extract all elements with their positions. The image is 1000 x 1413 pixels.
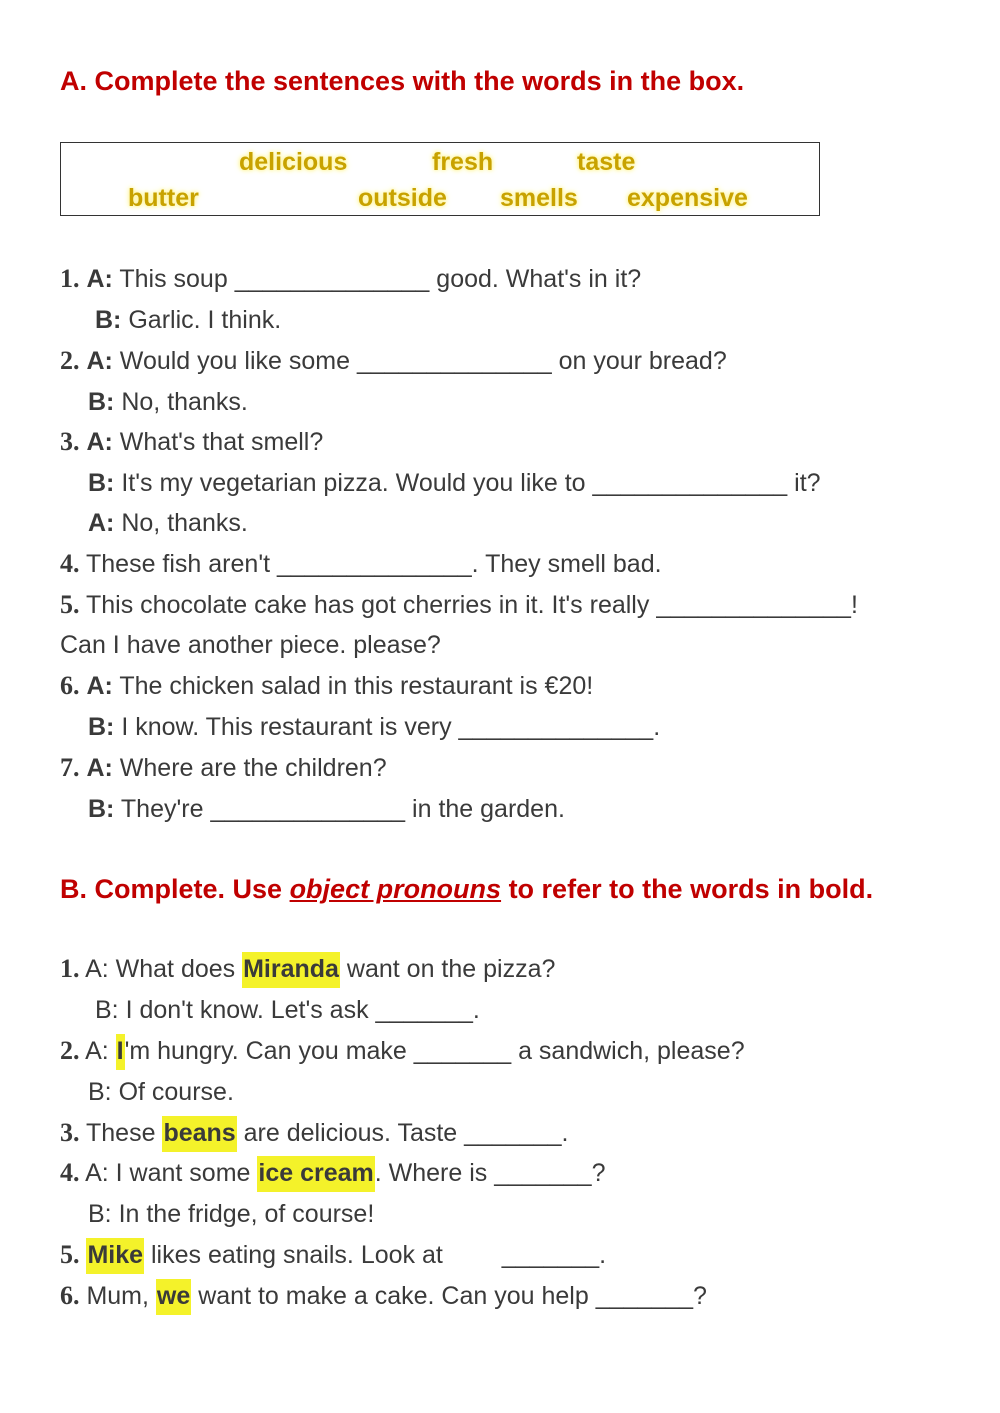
answer-blank[interactable]: ______________ — [458, 713, 654, 741]
section-a-title: A. Complete the sentences with the words in the box. — [60, 66, 745, 96]
question-b2-a: 2. A: I'm hungry. Can you make _______ a sandwich, please? — [60, 1036, 745, 1066]
question-a6-b: B: I know. This restaurant is very ______________. — [88, 713, 661, 741]
word-fresh: fresh — [432, 148, 494, 176]
word-butter: butter — [128, 184, 199, 212]
word-box — [60, 142, 820, 216]
question-b2-b: B: Of course. — [88, 1078, 234, 1106]
question-a6-a: 6. A: The chicken salad in this restaurant is €20! — [60, 671, 594, 700]
answer-blank[interactable]: ______________ — [210, 795, 406, 823]
question-a2-a: 2. A: Would you like some ______________ on your bread? — [60, 346, 727, 375]
highlighted-word: Mike — [86, 1238, 144, 1274]
highlighted-word: I — [116, 1034, 125, 1070]
question-a3-a: 3. A: What's that smell? — [60, 427, 324, 456]
question-a5-cont: Can I have another piece. please? — [60, 631, 441, 659]
answer-blank[interactable]: ______________ — [356, 347, 552, 375]
answer-blank[interactable]: _______ — [501, 1241, 600, 1269]
question-a7-a: 7. A: Where are the children? — [60, 753, 387, 782]
question-b3: 3. These beans are delicious. Taste _______. — [60, 1118, 568, 1148]
word-delicious: delicious — [239, 148, 348, 176]
question-a1-b: B: Garlic. I think. — [95, 306, 282, 334]
highlighted-word: ice cream — [257, 1156, 374, 1192]
answer-blank[interactable]: ______________ — [234, 265, 430, 293]
question-b5: 5. Mike likes eating snails. Look at _______. — [60, 1240, 606, 1270]
highlighted-word: we — [156, 1279, 191, 1315]
question-b6: 6. Mum, we want to make a cake. Can you help _______? — [60, 1281, 707, 1311]
answer-blank[interactable]: _______ — [494, 1159, 592, 1187]
question-a5: 5. This chocolate cake has got cherries in it. It's really ______________! — [60, 590, 858, 619]
question-a3-a2: A: No, thanks. — [88, 509, 248, 537]
question-b4-b: B: In the fridge, of course! — [88, 1200, 375, 1228]
answer-blank[interactable]: _______ — [375, 996, 473, 1024]
answer-blank[interactable]: _______ — [464, 1119, 562, 1147]
question-a1-a: 1. A: This soup ______________ good. What's in it? — [60, 264, 642, 293]
word-expensive: expensive — [627, 184, 748, 212]
section-b-title: B. Complete. Use object pronouns to refer to the words in bold. — [60, 874, 874, 904]
word-taste: taste — [577, 148, 636, 176]
question-a7-b: B: They're ______________ in the garden. — [88, 795, 565, 823]
answer-blank[interactable]: ______________ — [592, 469, 788, 497]
question-b4-a: 4. A: I want some ice cream. Where is _______? — [60, 1158, 605, 1188]
question-a2-b: B: No, thanks. — [88, 388, 248, 416]
question-a4: 4. These fish aren't ______________. They smell bad. — [60, 549, 662, 578]
answer-blank[interactable]: _______ — [413, 1037, 512, 1065]
question-a3-b: B: It's my vegetarian pizza. Would you like to ______________ it? — [88, 469, 821, 497]
highlighted-word: beans — [162, 1116, 236, 1152]
answer-blank[interactable]: ______________ — [656, 591, 851, 619]
answer-blank[interactable]: ______________ — [277, 550, 472, 578]
question-b1-a: 1. A: What does Miranda want on the pizza? — [60, 954, 555, 984]
highlighted-word: Miranda — [242, 952, 340, 988]
word-outside: outside — [358, 184, 447, 212]
object-pronouns-emphasis: object pronouns — [289, 874, 502, 904]
question-b1-b: B: I don't know. Let's ask _______. — [95, 996, 480, 1024]
word-smells: smells — [500, 184, 578, 212]
answer-blank[interactable]: _______ — [595, 1282, 694, 1310]
